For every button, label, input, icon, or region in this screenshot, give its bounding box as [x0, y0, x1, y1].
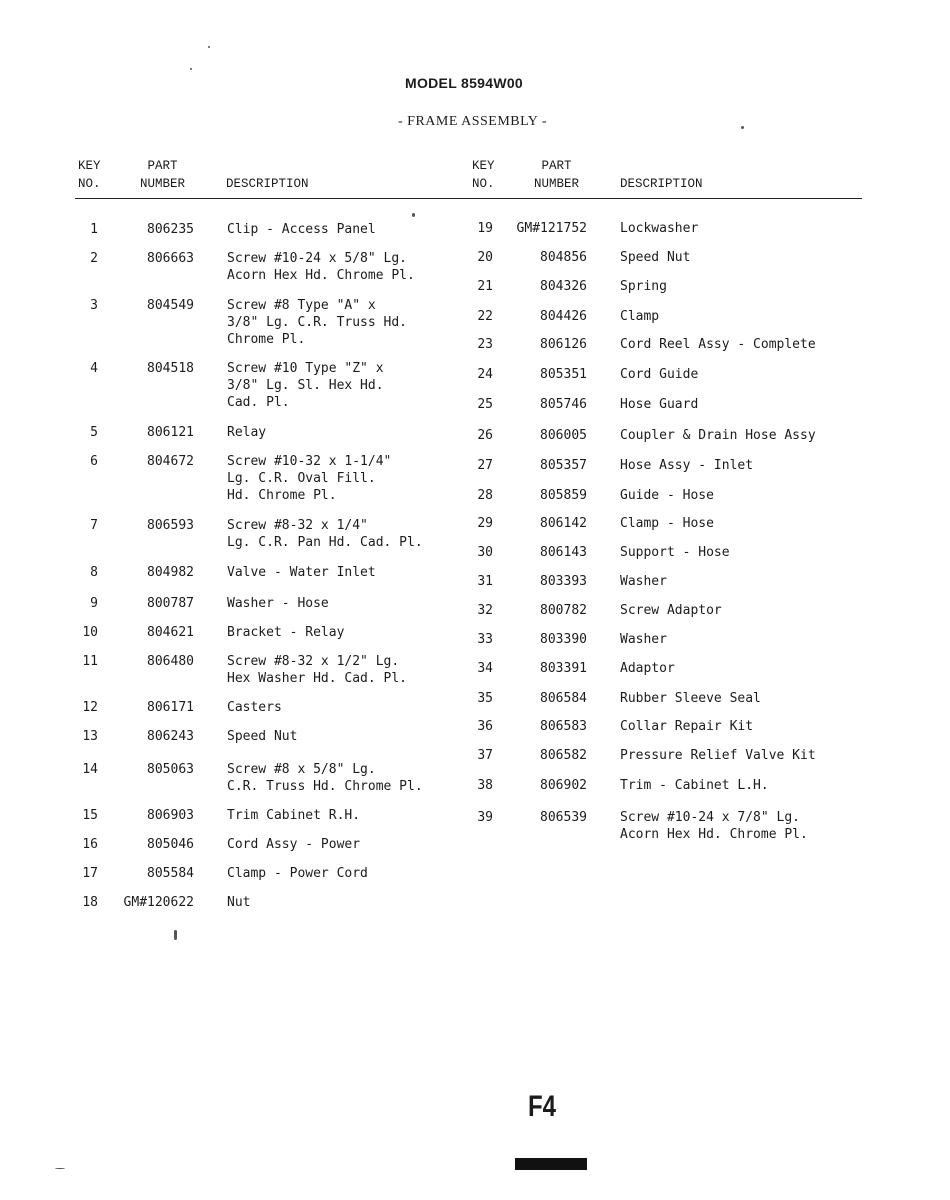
part-number: 806582 [540, 748, 587, 763]
part-description: Pressure Relief Valve Kit [620, 748, 816, 763]
part-number: 806663 [147, 251, 194, 266]
part-number: 806005 [540, 428, 587, 443]
part-description: Adaptor [620, 661, 675, 676]
key-number: 6 [90, 454, 98, 469]
part-number: 806143 [540, 545, 587, 560]
part-number: 806584 [540, 691, 587, 706]
key-number: 12 [82, 700, 98, 715]
part-number: 803390 [540, 632, 587, 647]
part-description: Screw Adaptor [620, 603, 722, 618]
part-number: 806903 [147, 808, 194, 823]
key-number: 29 [477, 516, 493, 531]
part-number: 804518 [147, 361, 194, 376]
key-number: 20 [477, 250, 493, 265]
header-description-left: DESCRIPTION [226, 177, 309, 191]
part-number: 803393 [540, 574, 587, 589]
key-number: 8 [90, 565, 98, 580]
key-number: 27 [477, 458, 493, 473]
part-description: Lockwasher [620, 221, 699, 236]
part-number: 806593 [147, 518, 194, 533]
part-number: 805351 [540, 367, 587, 382]
part-description: Clamp - Hose [620, 516, 714, 531]
part-description: Trim - Cabinet L.H. [620, 778, 769, 793]
part-number: 805046 [147, 837, 194, 852]
part-number: 800787 [147, 596, 194, 611]
part-description: Screw #10-32 x 1-1/4" Lg. C.R. Oval Fill. Hd. Chrome Pl. [227, 454, 392, 503]
part-number: 806235 [147, 222, 194, 237]
part-number: 806480 [147, 654, 194, 669]
part-number: 804326 [540, 279, 587, 294]
part-number: 806126 [540, 337, 587, 352]
part-number: 806243 [147, 729, 194, 744]
part-number: 806902 [540, 778, 587, 793]
key-number: 7 [90, 518, 98, 533]
scan-speck [208, 46, 210, 48]
part-number: 803391 [540, 661, 587, 676]
part-description: Screw #8-32 x 1/4" Lg. C.R. Pan Hd. Cad. Pl. [227, 518, 423, 550]
key-number: 35 [477, 691, 493, 706]
key-number: 31 [477, 574, 493, 589]
key-number: 10 [82, 625, 98, 640]
header-divider [75, 198, 862, 199]
page-edge-bar [515, 1158, 587, 1170]
part-number: GM#121752 [516, 221, 587, 236]
part-number: 806539 [540, 810, 587, 825]
key-number: 13 [82, 729, 98, 744]
part-number: GM#120622 [123, 895, 194, 910]
part-description: Clamp [620, 309, 660, 324]
key-number: 9 [90, 596, 98, 611]
part-description: Valve - Water Inlet [227, 565, 376, 580]
part-description: Cord Assy - Power [227, 837, 361, 852]
part-number: 805859 [540, 488, 587, 503]
part-number: 805063 [147, 762, 194, 777]
key-number: 22 [477, 309, 493, 324]
part-number: 806583 [540, 719, 587, 734]
part-description: Rubber Sleeve Seal [620, 691, 761, 706]
part-number: 804549 [147, 298, 194, 313]
key-number: 30 [477, 545, 493, 560]
part-description: Support - Hose [620, 545, 730, 560]
header-key-right: KEY NO. [472, 159, 495, 191]
key-number: 2 [90, 251, 98, 266]
part-description: Trim Cabinet R.H. [227, 808, 361, 823]
key-number: 33 [477, 632, 493, 647]
scan-speck [190, 68, 192, 70]
part-description: Screw #8 x 5/8" Lg. C.R. Truss Hd. Chrome Pl. [227, 762, 423, 794]
header-part-left: PART NUMBER [140, 159, 186, 191]
part-description: Relay [227, 425, 267, 440]
key-number: 18 [82, 895, 98, 910]
part-description: Washer - Hose [227, 596, 329, 611]
part-description: Speed Nut [227, 729, 298, 744]
part-description: Bracket - Relay [227, 625, 345, 640]
part-description: Casters [227, 700, 282, 715]
key-number: 21 [477, 279, 493, 294]
part-description: Screw #8-32 x 1/2" Lg. Hex Washer Hd. Cad. Pl. [227, 654, 408, 686]
part-description: Guide - Hose [620, 488, 714, 503]
key-number: 24 [477, 367, 493, 382]
part-number: 806171 [147, 700, 194, 715]
key-number: 17 [82, 866, 98, 881]
part-number: 805357 [540, 458, 587, 473]
key-number: 23 [477, 337, 493, 352]
part-description: Screw #10 Type "Z" x 3/8" Lg. Sl. Hex Hd. Cad. Pl. [227, 361, 384, 410]
key-number: 37 [477, 748, 493, 763]
page-title: MODEL 8594W00 [405, 75, 524, 91]
key-number: 19 [477, 221, 493, 236]
part-number: 804672 [147, 454, 194, 469]
key-number: 26 [477, 428, 493, 443]
part-description: Screw #10-24 x 7/8" Lg. Acorn Hex Hd. Chrome Pl. [620, 810, 808, 842]
scan-speck [741, 126, 744, 129]
header-part-right: PART NUMBER [534, 159, 580, 191]
part-description: Spring [620, 279, 667, 294]
section-subtitle: - FRAME ASSEMBLY - [398, 114, 548, 129]
part-description: Clamp - Power Cord [227, 866, 368, 881]
key-number: 28 [477, 488, 493, 503]
key-number: 11 [82, 654, 98, 669]
key-number: 36 [477, 719, 493, 734]
part-number: 804621 [147, 625, 194, 640]
key-number: 5 [90, 425, 98, 440]
part-description: Hose Assy - Inlet [620, 458, 754, 473]
part-number: 804982 [147, 565, 194, 580]
scan-speck [174, 930, 177, 940]
key-number: 3 [90, 298, 98, 313]
part-description: Hose Guard [620, 397, 699, 412]
part-description: Collar Repair Kit [620, 719, 754, 734]
part-description: Clip - Access Panel [227, 222, 376, 237]
key-number: 14 [82, 762, 98, 777]
part-number: 806121 [147, 425, 194, 440]
key-number: 38 [477, 778, 493, 793]
key-number: 32 [477, 603, 493, 618]
header-description-right: DESCRIPTION [620, 177, 703, 191]
key-number: 25 [477, 397, 493, 412]
part-number: 800782 [540, 603, 587, 618]
part-description: Washer [620, 632, 667, 647]
part-description: Cord Reel Assy - Complete [620, 337, 816, 352]
part-description: Screw #10-24 x 5/8" Lg. Acorn Hex Hd. Chrome Pl. [227, 251, 415, 283]
header-key-left: KEY NO. [78, 159, 101, 191]
part-number: 805584 [147, 866, 194, 881]
part-number: 806142 [540, 516, 587, 531]
key-number: 15 [82, 808, 98, 823]
part-number: 805746 [540, 397, 587, 412]
key-number: 16 [82, 837, 98, 852]
scan-speck [55, 1168, 65, 1169]
part-description: Washer [620, 574, 667, 589]
key-number: 34 [477, 661, 493, 676]
part-description: Coupler & Drain Hose Assy [620, 428, 816, 443]
page-mark: F4 [528, 1090, 557, 1123]
part-description: Speed Nut [620, 250, 691, 265]
key-number: 1 [90, 222, 98, 237]
key-number: 4 [90, 361, 98, 376]
scan-speck [412, 213, 415, 217]
key-number: 39 [477, 810, 493, 825]
part-description: Cord Guide [620, 367, 699, 382]
part-number: 804426 [540, 309, 587, 324]
part-description: Screw #8 Type "A" x 3/8" Lg. C.R. Truss Hd. Chrome Pl. [227, 298, 408, 347]
part-number: 804856 [540, 250, 587, 265]
part-description: Nut [227, 895, 251, 910]
